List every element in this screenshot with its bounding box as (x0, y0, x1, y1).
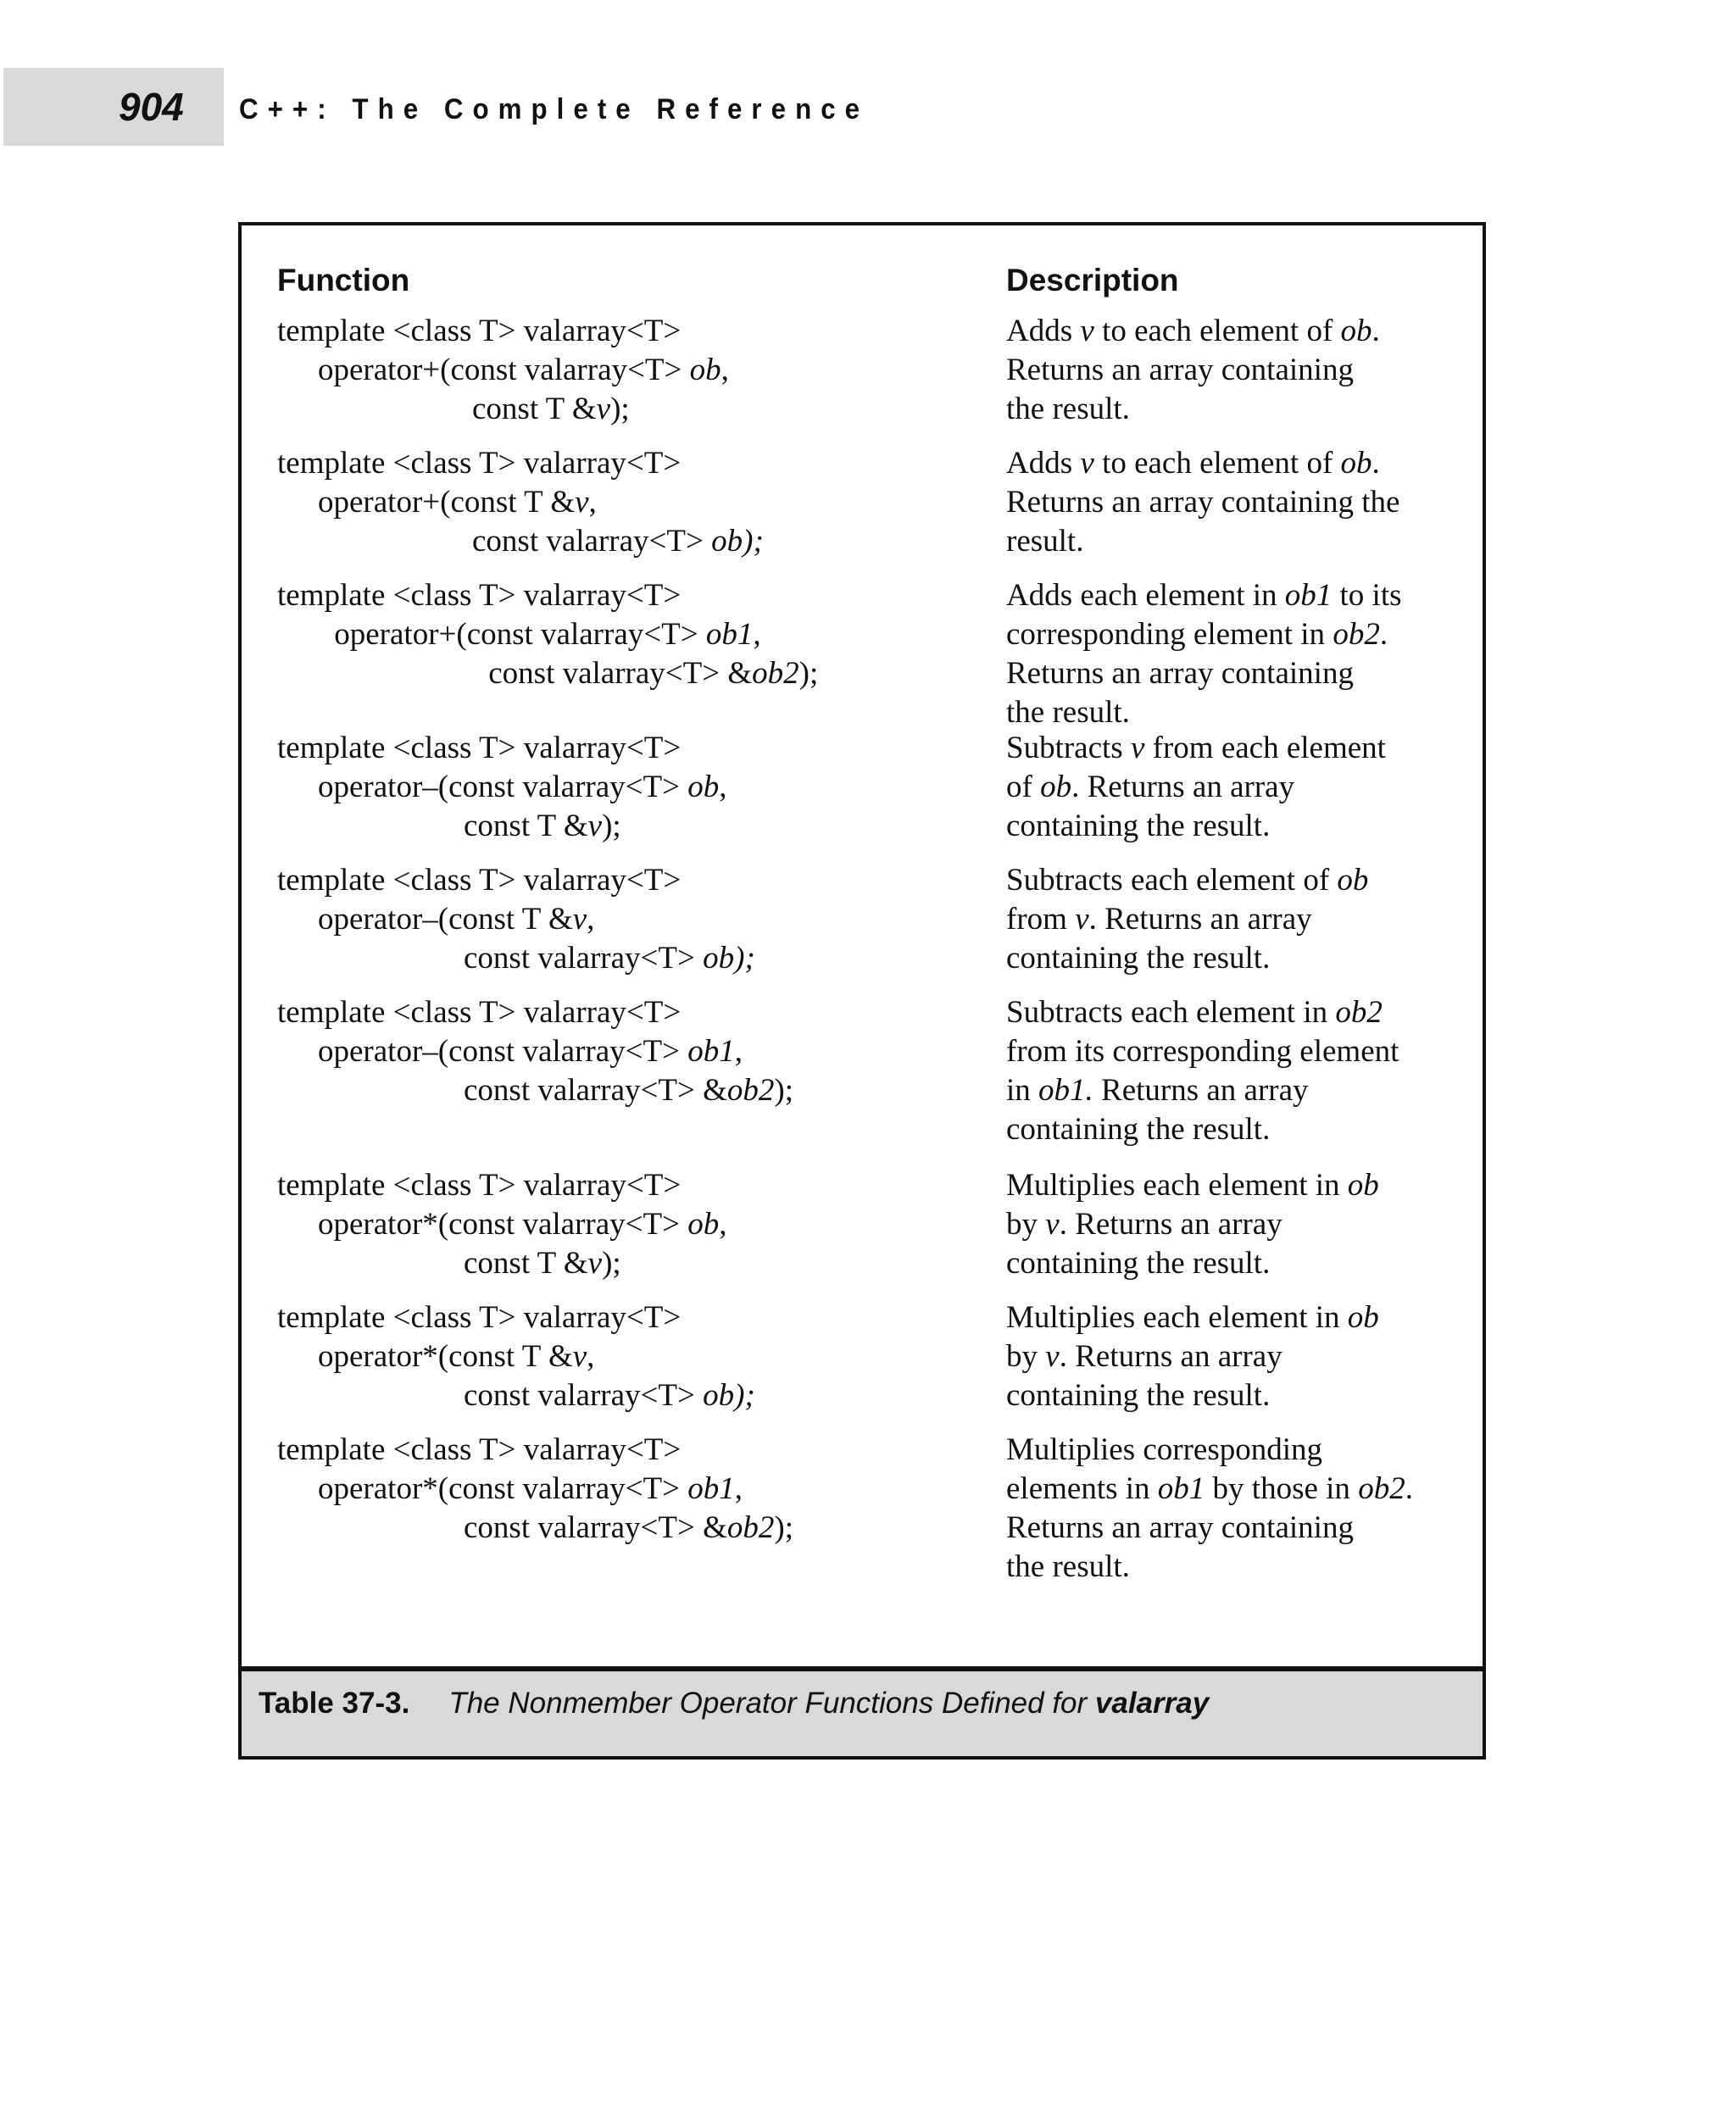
italic-term: v (572, 902, 587, 937)
description-line (1006, 1431, 1413, 1470)
italic-term: v (1080, 446, 1094, 481)
italic-term: ob1 (705, 617, 754, 652)
description-line (1006, 483, 1399, 522)
italic-term: v (1045, 1207, 1060, 1242)
text-run: Adds (1006, 446, 1081, 481)
function-signature (277, 1431, 793, 1548)
function-signature (277, 729, 726, 846)
italic-term: v (1130, 731, 1145, 765)
text-run: , (587, 1339, 595, 1374)
text-run: the result. (1006, 1549, 1130, 1584)
text-run: . (1372, 314, 1380, 348)
signature-line (277, 993, 793, 1032)
text-run: operator*(const T & (318, 1339, 573, 1374)
text-run: . Returns an array (1059, 1339, 1283, 1374)
table-caption (259, 1678, 1209, 1729)
signature-line (277, 1244, 726, 1283)
description-line (1006, 351, 1380, 390)
text-run: const valarray<T> (472, 524, 712, 559)
function-description (1006, 861, 1368, 978)
function-signature (277, 861, 755, 978)
signature-line (277, 1071, 793, 1110)
italic-term: ob1 (1157, 1471, 1205, 1506)
function-signature (277, 576, 818, 693)
description-line (1006, 1205, 1379, 1244)
description-line (1006, 693, 1402, 732)
text-run: const T & (472, 392, 597, 426)
text-run: of (1006, 770, 1041, 804)
column-header-function: Function (277, 263, 410, 297)
italic-term: v (596, 392, 611, 426)
text-run: operator–(const T & (318, 902, 573, 937)
italic-term: v (587, 1246, 603, 1281)
description-line (1006, 312, 1380, 351)
function-signature (277, 1166, 726, 1283)
function-signature (277, 312, 729, 429)
italic-term: v (1080, 314, 1094, 348)
text-run: template <class T> valarray<T> (277, 731, 682, 765)
text-run: the result. (1006, 695, 1130, 730)
text-run: const T & (464, 1246, 588, 1281)
description-line (1006, 1376, 1379, 1415)
text-run: Adds (1006, 314, 1081, 348)
text-run: , (753, 617, 761, 652)
text-run: Adds each element in (1006, 578, 1285, 613)
signature-line (277, 654, 818, 693)
signature-line (277, 1205, 726, 1244)
description-line (1006, 654, 1402, 693)
description-line (1006, 1509, 1413, 1548)
text-run: , (587, 902, 595, 937)
text-run: Subtracts (1006, 731, 1131, 765)
function-description (1006, 1298, 1379, 1415)
signature-line (277, 1337, 755, 1376)
italic-term: ob); (703, 1378, 755, 1413)
text-run: containing the result. (1006, 1246, 1271, 1281)
italic-term: v (1045, 1339, 1060, 1374)
text-run: const valarray<T> (464, 1378, 704, 1413)
signature-line (277, 1470, 793, 1509)
description-line (1006, 522, 1399, 561)
italic-term: ob (689, 353, 721, 387)
italic-term: ob2 (752, 656, 799, 691)
text-run: , (588, 485, 597, 520)
italic-term: ob (1337, 863, 1369, 898)
italic-term: ob2 (726, 1510, 775, 1545)
italic-term: ob2 (1335, 995, 1383, 1030)
function-description (1006, 576, 1402, 732)
text-run: Returns an array containing (1006, 1510, 1354, 1545)
text-run: Returns an array containing (1006, 656, 1354, 691)
description-line (1006, 993, 1399, 1032)
text-run: template <class T> valarray<T> (277, 314, 682, 348)
text-run: ); (774, 1073, 794, 1108)
function-description (1006, 1431, 1413, 1587)
text-run: Multiplies each element in (1006, 1300, 1348, 1335)
text-run: from (1006, 902, 1076, 937)
description-line (1006, 1337, 1379, 1376)
text-run: containing the result. (1006, 1378, 1271, 1413)
page-number-tab (3, 68, 224, 146)
text-run: . Returns an array (1088, 902, 1312, 937)
description-line (1006, 1470, 1413, 1509)
text-run: operator–(const valarray<T> (318, 1034, 688, 1069)
signature-line (277, 351, 729, 390)
signature-line (277, 576, 818, 615)
description-line (1006, 615, 1402, 654)
text-run: , (719, 770, 727, 804)
italic-term: ob1 (687, 1034, 735, 1069)
description-line (1006, 807, 1386, 846)
function-signature (277, 993, 793, 1110)
text-run: operator+(const valarray<T> (326, 617, 706, 652)
text-run: template <class T> valarray<T> (277, 995, 682, 1030)
description-line (1006, 1548, 1413, 1587)
description-line (1006, 390, 1380, 429)
italic-term: ob1 (687, 1471, 735, 1506)
text-run: operator+(const T & (318, 485, 576, 520)
signature-line (277, 483, 764, 522)
caption-text: The Nonmember Operator Functions Defined for (448, 1687, 1095, 1720)
text-run: from its corresponding element (1006, 1034, 1399, 1069)
text-run: const T & (464, 809, 588, 843)
description-line (1006, 939, 1368, 978)
description-line (1006, 900, 1368, 939)
text-run: Returns an array containing the (1006, 485, 1400, 520)
italic-term: ob2 (1333, 617, 1380, 652)
text-run: template <class T> valarray<T> (277, 1432, 682, 1467)
signature-line (277, 807, 726, 846)
signature-line (277, 390, 729, 429)
italic-term: v (572, 1339, 587, 1374)
description-line (1006, 729, 1386, 768)
description-line (1006, 1071, 1399, 1110)
text-run: . Returns an array (1071, 770, 1295, 804)
text-run: . (1372, 446, 1380, 481)
text-run: , (719, 1207, 727, 1242)
function-signature (277, 1298, 755, 1415)
signature-line (277, 1509, 793, 1548)
text-run: containing the result. (1006, 941, 1271, 976)
italic-term: ob1. (1038, 1073, 1093, 1108)
italic-term: ob (687, 1207, 720, 1242)
text-run: operator*(const valarray<T> (318, 1207, 688, 1242)
text-run: in (1006, 1073, 1039, 1108)
page-number: 904 (119, 85, 184, 129)
text-run: template <class T> valarray<T> (277, 1300, 682, 1335)
italic-term: ob (1347, 1300, 1379, 1335)
text-run: . Returns an array (1059, 1207, 1283, 1242)
signature-line (277, 444, 764, 483)
italic-term: ob (1347, 1168, 1379, 1203)
text-run: . (1379, 617, 1388, 652)
signature-line (277, 1298, 755, 1337)
italic-term: ob (1340, 314, 1372, 348)
signature-line (277, 1376, 755, 1415)
italic-term: ob (1040, 770, 1072, 804)
text-run: to each element of (1093, 314, 1341, 348)
description-line (1006, 1166, 1379, 1205)
italic-term: ob (687, 770, 720, 804)
text-run: . (1405, 1471, 1413, 1506)
operator-functions-table (238, 222, 1486, 1760)
signature-line (277, 939, 755, 978)
signature-line (277, 900, 755, 939)
function-signature (277, 444, 764, 561)
description-line (1006, 576, 1402, 615)
italic-term: ob2 (1358, 1471, 1405, 1506)
text-run: ); (774, 1510, 794, 1545)
text-run: containing the result. (1006, 809, 1271, 843)
italic-term: ob); (703, 941, 755, 976)
text-run: the result. (1006, 392, 1130, 426)
text-run: const valarray<T> & (464, 1073, 727, 1108)
description-line (1006, 1032, 1399, 1071)
description-line (1006, 861, 1368, 900)
caption-keyword: valarray (1094, 1687, 1210, 1720)
description-line (1006, 444, 1399, 483)
italic-term: ob1 (1284, 578, 1333, 613)
text-run: ); (610, 392, 630, 426)
text-run: const valarray<T> (464, 941, 704, 976)
italic-term: ob); (711, 524, 764, 559)
running-header-title: C++: The Complete Reference (239, 93, 870, 125)
text-run: from each element (1144, 731, 1386, 765)
text-run: Multiplies each element in (1006, 1168, 1348, 1203)
text-run: , (734, 1471, 743, 1506)
function-description (1006, 993, 1399, 1149)
signature-line (277, 522, 764, 561)
text-run: template <class T> valarray<T> (277, 578, 682, 613)
text-run: , (721, 353, 729, 387)
text-run: , (734, 1034, 743, 1069)
text-run: ); (602, 1246, 621, 1281)
caption-label: Table 37-3. (259, 1687, 410, 1720)
text-run: operator*(const valarray<T> (318, 1471, 688, 1506)
text-run: by (1006, 1339, 1046, 1374)
column-header-description: Description (1006, 263, 1179, 297)
italic-term: v (575, 485, 589, 520)
signature-line (277, 1032, 793, 1071)
text-run: by (1006, 1207, 1046, 1242)
text-run: result. (1006, 524, 1084, 559)
function-description (1006, 312, 1380, 429)
text-run: Subtracts each element of (1006, 863, 1338, 898)
text-run: ); (798, 656, 819, 691)
text-run: operator+(const valarray<T> (318, 353, 690, 387)
text-run: const valarray<T> & (481, 656, 753, 691)
description-line (1006, 1298, 1379, 1337)
text-run: template <class T> valarray<T> (277, 446, 682, 481)
signature-line (277, 312, 729, 351)
function-description (1006, 444, 1399, 561)
text-run: Returns an array (1093, 1073, 1309, 1108)
description-line (1006, 1244, 1379, 1283)
signature-line (277, 1166, 726, 1205)
function-description (1006, 729, 1386, 846)
text-run: ); (602, 809, 621, 843)
text-run: elements in (1006, 1471, 1158, 1506)
text-run: by those in (1205, 1471, 1359, 1506)
signature-line (277, 729, 726, 768)
italic-term: v (1075, 902, 1089, 937)
italic-term: ob (1340, 446, 1372, 481)
text-run: Multiplies corresponding (1006, 1432, 1323, 1467)
text-run: operator–(const valarray<T> (318, 770, 688, 804)
function-description (1006, 1166, 1379, 1283)
text-run: template <class T> valarray<T> (277, 863, 682, 898)
description-line (1006, 768, 1386, 807)
text-run: to its (1332, 578, 1402, 613)
signature-line (277, 615, 818, 654)
text-run: Returns an array containing (1006, 353, 1354, 387)
italic-term: ob2 (726, 1073, 775, 1108)
description-line (1006, 1110, 1399, 1149)
signature-line (277, 1431, 793, 1470)
text-run: Subtracts each element in (1006, 995, 1336, 1030)
italic-term: v (587, 809, 603, 843)
text-run: template <class T> valarray<T> (277, 1168, 682, 1203)
text-run: corresponding element in (1006, 617, 1333, 652)
signature-line (277, 768, 726, 807)
text-run: const valarray<T> & (464, 1510, 727, 1545)
text-run: to each element of (1093, 446, 1341, 481)
signature-line (277, 861, 755, 900)
text-run: containing the result. (1006, 1112, 1271, 1147)
